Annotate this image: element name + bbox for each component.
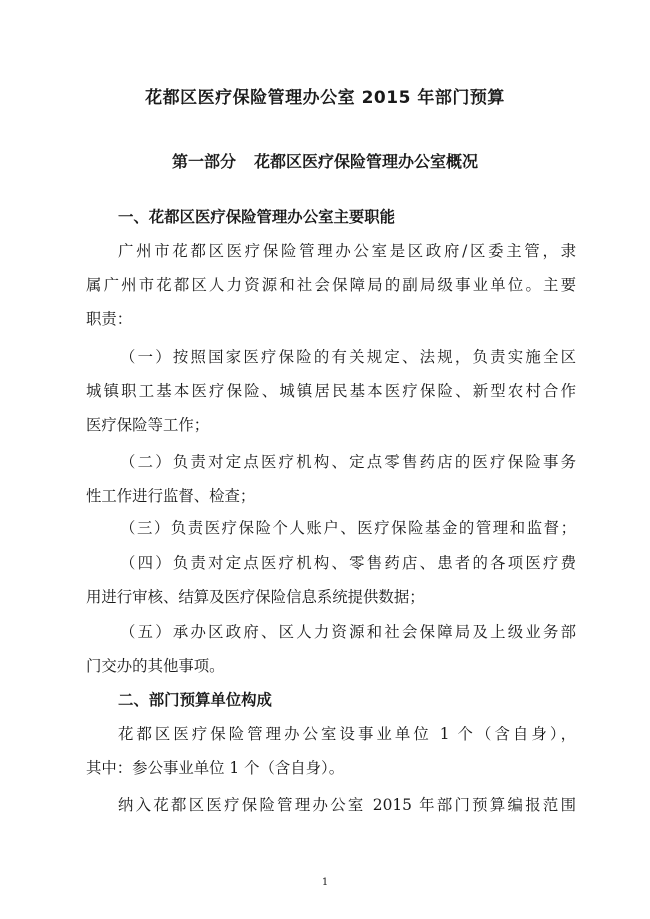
section2-line-1: 花都区医疗保险管理办公室设事业单位 1 个（含自身）， xyxy=(118,725,576,743)
item5-line-1: （五）承办区政府、区人力资源和社会保障局及上级业务部 xyxy=(120,623,576,641)
item1-line-3: 医疗保险等工作； xyxy=(86,416,210,434)
section2-heading: 二、部门预算单位构成 xyxy=(118,691,272,709)
item1-line-1: （一）按照国家医疗保险的有关规定、法规，负责实施全区 xyxy=(120,348,576,366)
intro-line-2: 属广州市花都区人力资源和社会保障局的副局级事业单位。主要 xyxy=(86,276,576,294)
item3-line-1: （三）负责医疗保险个人账户、医疗保险基金的管理和监督； xyxy=(120,519,576,537)
section1-heading: 一、花都区医疗保险管理办公室主要职能 xyxy=(118,208,396,226)
item1-line-2: 城镇职工基本医疗保险、城镇居民基本医疗保险、新型农村合作 xyxy=(86,382,576,400)
section2-line-3: 纳入花都区医疗保险管理办公室 2015 年部门预算编报范围 xyxy=(118,796,576,814)
intro-line-1: 广州市花都区医疗保险管理办公室是区政府/区委主管，隶 xyxy=(118,242,576,260)
part-heading xyxy=(0,149,650,172)
section2-line-2: 其中：参公事业单位 1 个（含自身）。 xyxy=(86,759,345,777)
item2-line-1: （二）负责对定点医疗机构、定点零售药店的医疗保险事务 xyxy=(120,453,576,471)
page-number: 1 xyxy=(321,877,329,888)
document-title: 花都区医疗保险管理办公室 2015 年部门预算 xyxy=(145,88,505,108)
part-label: 第一部分 xyxy=(171,152,236,171)
item4-line-2: 用进行审核、结算及医疗保险信息系统提供数据； xyxy=(86,588,425,606)
item2-line-2: 性工作进行监督、检查； xyxy=(86,487,256,505)
intro-line-3: 职责： xyxy=(86,310,133,328)
item5-line-2: 门交办的其他事项。 xyxy=(86,657,225,675)
part-name: 花都区医疗保险管理办公室概况 xyxy=(254,152,479,171)
item4-line-1: （四）负责对定点医疗机构、零售药店、患者的各项医疗费 xyxy=(120,554,576,572)
